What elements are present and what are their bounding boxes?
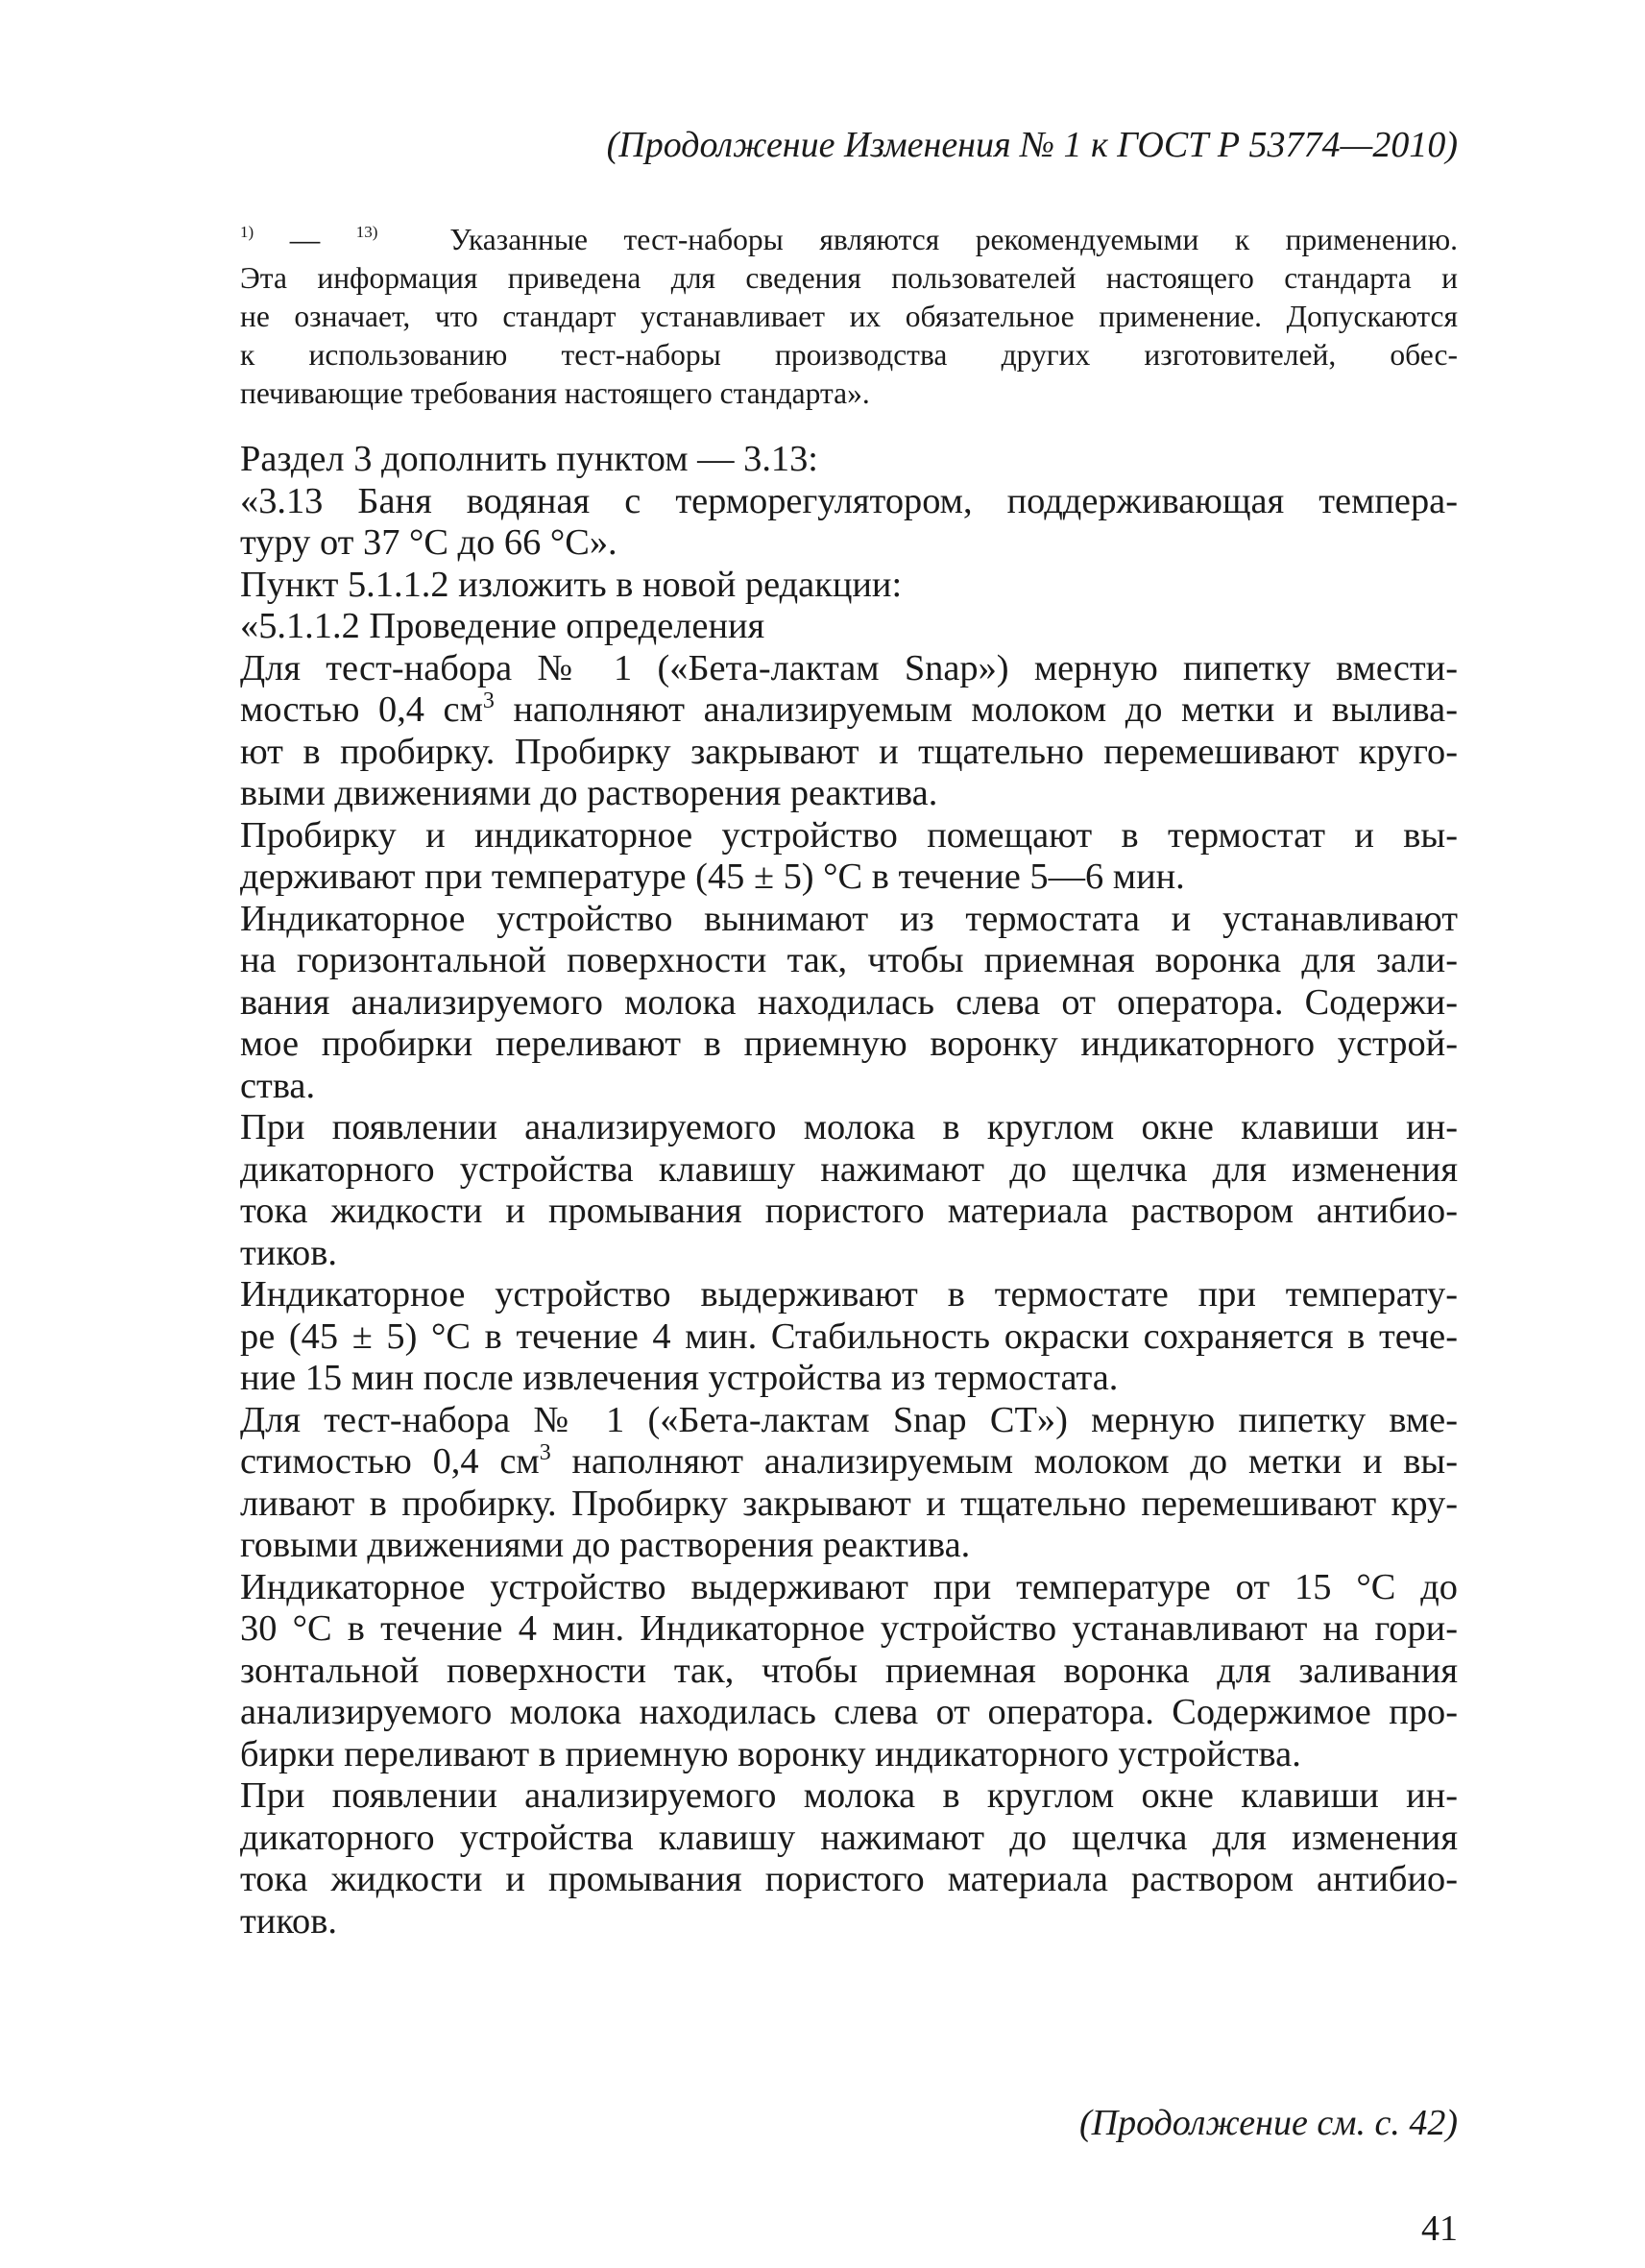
footnote [240,221,1458,413]
footnote-line: печивающие требования настоящего стандарта». [240,376,870,410]
paragraph [240,899,1458,1108]
running-head: (Продолжение Изменения № 1 к ГОСТ Р 53774—2010) [606,125,1458,165]
superscript: 3 [539,1440,551,1465]
paragraph [240,1274,1458,1400]
text-line: ние 15 мин после извлечения устройства из термостата. [240,1358,1119,1398]
text-line: тиков. [240,1900,337,1942]
text-line: Пробирку и индикаторное устройство помещают в термостат и вы- [240,814,1458,856]
footnote-line: не означает, что стандарт устанавливает их обязательное применение. Допускаются [240,300,1458,333]
text-line: анализируемого молока находилась слева от оператора. Содержимое про- [240,1692,1458,1732]
text-line: Для тест-набора № 1 («Бета-лактам Snap CT») мерную пипетку вме- [240,1399,1458,1440]
text-line: ют в пробирку. Пробирку закрывают и тщательно перемешивают круго- [240,731,1458,772]
footnote-ref-end: 13) [355,223,378,241]
footnote-ref-start: 1) [240,223,254,241]
paragraph [240,1567,1458,1776]
paragraph [240,481,1458,565]
paragraph [240,815,1458,899]
text-line: мостью 0,4 $см^3$ наполняют анализируемым молоком до метки и вылива- [240,688,1459,730]
continuation-note: (Продолжение см. с. 42) [1078,2103,1458,2143]
text-line: «5.1.1.2 Проведение определения [240,606,765,646]
text-line: тока жидкости и промывания пористого материала раствором антибио- [240,1191,1458,1231]
text-line: «3.13 Баня водяная с терморегулятором, поддерживающая темпера- [240,480,1458,521]
footnote-text: Указанные тест-наборы являются рекомендуемыми к применению. [449,223,1459,256]
footnote-line: к использованию тест-наборы производства других изготовителей, обес- [240,338,1458,372]
paragraph [240,606,1458,648]
text-line: ре (45 ± 5) °С в течение 4 мин. Стабильность окраски сохраняется в тече- [240,1315,1458,1357]
text-line: стимостью 0,4 $см^3$ наполняют анализируемым молоком до метки и вы- [240,1440,1458,1482]
superscript: 3 [482,688,495,713]
page-number: 41 [1421,2208,1458,2249]
text-line: ливают в пробирку. Пробирку закрывают и тщательно перемешивают кру- [240,1483,1458,1524]
footnote-dash: — [289,223,321,256]
text-line: Для тест-набора № 1 («Бета-лактам Snap») мерную пипетку вмести- [240,647,1458,688]
text-line: выми движениями до растворения реактива. [240,773,938,813]
text-line: Индикаторное устройство вынимают из термостата и устанавливают [240,898,1458,939]
text-line: держивают при температуре (45 ± 5) °С в течение 5—6 мин. [240,857,1185,897]
document-page [240,0,1458,2268]
body-text [240,439,1458,1942]
text-line: Индикаторное устройство выдерживают в термостате при температу- [240,1274,1458,1315]
text-line: на горизонтальной поверхности так, чтобы приемная воронка для зали- [240,940,1458,980]
footnote-line: Эта информация приведена для сведения пользователей настоящего стандарта и [240,261,1458,295]
paragraph [240,648,1458,815]
text-line: При появлении анализируемого молока в круглом окне клавиши ин- [240,1107,1458,1147]
text-line: При появлении анализируемого молока в круглом окне клавиши ин- [240,1775,1458,1816]
paragraph [240,1107,1458,1274]
text-line: говыми движениями до растворения реактива. [240,1525,971,1565]
paragraph [240,439,1458,481]
text-line: ства. [240,1065,316,1106]
paragraph [240,565,1458,607]
text-line: Пункт 5.1.1.2 изложить в новой редакции: [240,564,903,605]
text-line: дикаторного устройства клавишу нажимают до щелчка для изменения [240,1148,1458,1190]
text-line: 30 °С в течение 4 мин. Индикаторное устройство устанавливают на гори- [240,1608,1458,1649]
paragraph [240,1400,1458,1567]
text-line: зонтальной поверхности так, чтобы приемная воронка для заливания [240,1650,1458,1691]
text-line: вания анализируемого молока находилась слева от оператора. Содержи- [240,981,1458,1023]
text-line: Индикаторное устройство выдерживают при температуре от 15 °С до [240,1566,1458,1607]
text-line: бирки переливают в приемную воронку индикаторного устройства. [240,1733,1301,1774]
text-line: тока жидкости и промывания пористого материала раствором антибио- [240,1859,1458,1899]
text-line: мое пробирки переливают в приемную воронку индикаторного устрой- [240,1024,1458,1064]
paragraph [240,1775,1458,1942]
text-line: тиков. [240,1232,337,1273]
text-line: туру от 37 °С до 66 °С». [240,522,617,563]
footnote-line [240,221,1458,259]
text-line: дикаторного устройства клавишу нажимают до щелчка для изменения [240,1817,1458,1858]
text-line: Раздел 3 дополнить пунктом — 3.13: [240,439,818,479]
